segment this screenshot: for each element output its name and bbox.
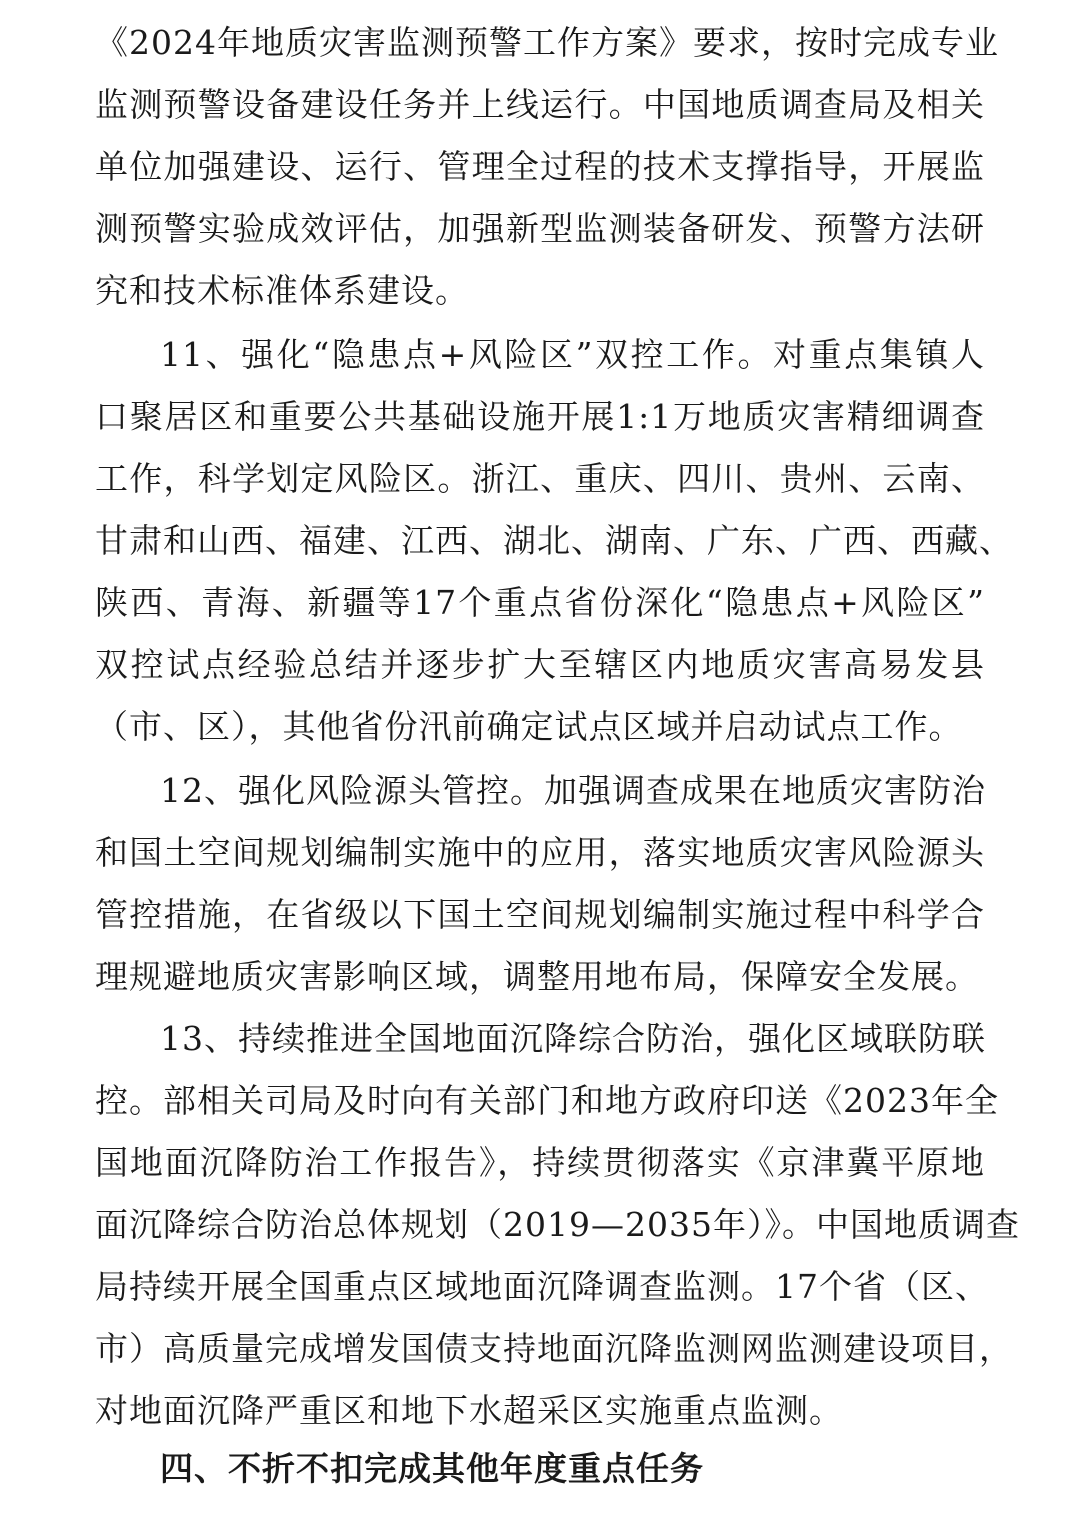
p12-line-3: 管控措施，在省级以下国土空间规划编制实施过程中科学合 (95, 895, 985, 934)
p12-line-1: 12、强化风险源头管控。加强调查成果在地质灾害防治 (160, 771, 986, 810)
p11-line-4: 甘肃和山西、福建、江西、湖北、湖南、广东、广西、西藏、 (95, 521, 1013, 560)
p11-line-1: 11、强化“隐患点+风险区”双控工作。对重点集镇人 (160, 335, 985, 374)
p13-line-1: 13、持续推进全国地面沉降综合防治，强化区域联防联 (160, 1019, 986, 1058)
p13-line-6: 市）高质量完成增发国债支持地面沉降监测网监测建设项目， (95, 1329, 1013, 1368)
p11-line-5: 陕西、青海、新疆等17个重点省份深化“隐患点+风险区” (95, 583, 985, 622)
p10-line-1: 《2024年地质灾害监测预警工作方案》要求，按时完成专业 (95, 23, 999, 62)
p10-line-2: 监测预警设备建设任务并上线运行。中国地质调查局及相关 (95, 85, 985, 124)
p10-line-3: 单位加强建设、运行、管理全过程的技术支撑指导，开展监 (95, 147, 985, 186)
p10-line-5: 究和技术标准体系建设。 (95, 271, 469, 310)
p11-line-2: 口聚居区和重要公共基础设施开展1:1万地质灾害精细调查 (95, 397, 985, 436)
p12-line-4: 理规避地质灾害影响区域，调整用地布局，保障安全发展。 (95, 957, 979, 996)
p11-line-7: （市、区），其他省份汛前确定试点区域并启动试点工作。 (95, 707, 963, 746)
p10-line-4: 测预警实验成效评估，加强新型监测装备研发、预警方法研 (95, 209, 985, 248)
section-heading: 四、不折不扣完成其他年度重点任务 (160, 1449, 704, 1488)
p13-line-3: 国地面沉降防治工作报告》，持续贯彻落实《京津冀平原地 (95, 1143, 985, 1182)
p11-line-6: 双控试点经验总结并逐步扩大至辖区内地质灾害高易发县 (95, 645, 985, 684)
p12-line-2: 和国土空间规划编制实施中的应用，落实地质灾害风险源头 (95, 833, 985, 872)
p13-line-5: 局持续开展全国重点区域地面沉降调查监测。17个省（区、 (95, 1267, 989, 1306)
p11-line-3: 工作，科学划定风险区。浙江、重庆、四川、贵州、云南、 (95, 459, 985, 498)
p13-line-4: 面沉降综合防治总体规划（2019—2035年）》。中国地质调查 (95, 1205, 1020, 1244)
p13-line-2: 控。部相关司局及时向有关部门和地方政府印送《2023年全 (95, 1081, 999, 1120)
p13-line-7: 对地面沉降严重区和地下水超采区实施重点监测。 (95, 1391, 843, 1430)
